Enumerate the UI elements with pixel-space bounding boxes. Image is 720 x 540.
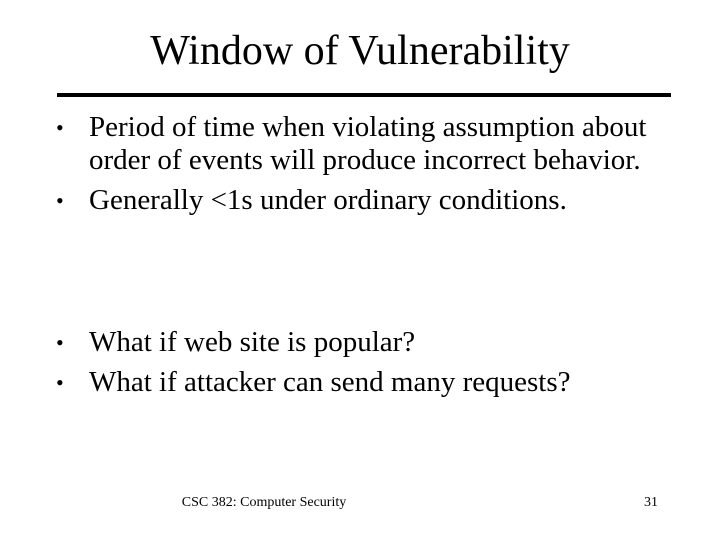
footer-course-label: CSC 382: Computer Security [181, 495, 347, 510]
bullet-icon: • [56, 115, 64, 140]
bullet-icon: • [56, 370, 64, 395]
slide-title: Window of Vulnerability [150, 28, 570, 74]
bullet-item [56, 326, 656, 359]
bullet-item [56, 111, 656, 177]
title-divider [57, 93, 671, 97]
bullet-item [56, 184, 656, 217]
bullet-list-secondary [56, 326, 656, 406]
bullet-icon: • [56, 188, 64, 213]
bullet-text: What if attacker can send many requests? [89, 366, 571, 398]
bullet-icon: • [56, 330, 64, 355]
bullet-list-primary [56, 111, 656, 224]
bullet-item [56, 366, 656, 399]
bullet-text: What if web site is popular? [89, 326, 416, 358]
page-number: 31 [644, 495, 658, 510]
bullet-text: Generally <1s under ordinary conditions. [89, 184, 567, 216]
bullet-text: Period of time when violating assumption about order of events will produce incorrect behavior. [89, 111, 647, 176]
